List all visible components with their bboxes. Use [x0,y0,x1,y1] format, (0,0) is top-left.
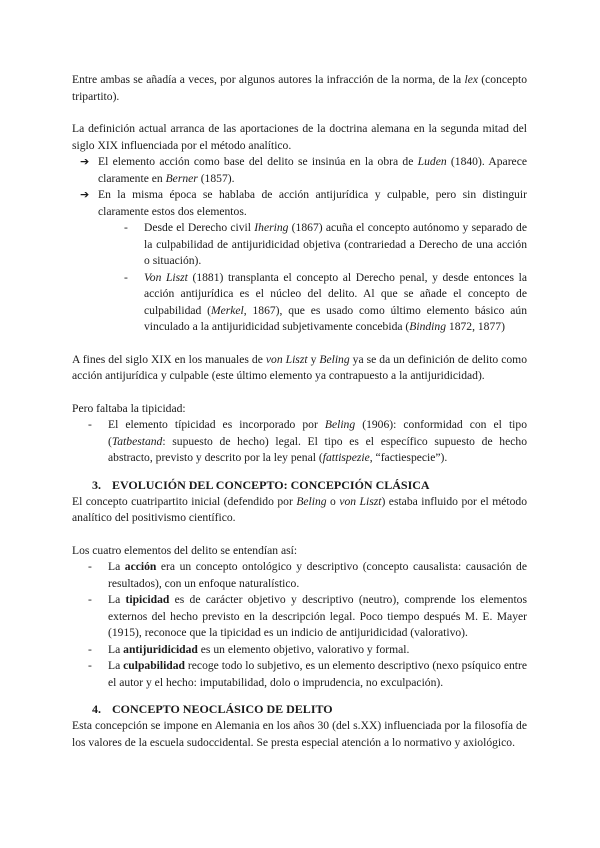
arrow-bullet-icon: ➔ [80,188,90,201]
term-culpabilidad: culpabilidad [123,659,186,672]
dash-bullet-icon: - [124,221,128,234]
section-heading-3: 3. EVOLUCIÓN DEL CONCEPTO: CONCEPCIÓN CLÁSICA [92,477,430,492]
paragraph-neoclasico: Esta concepción se impone en Alemania en los años 30 (del s.XX) influenciada por la filosofía de los valores de la escuela sudoccidental. Se presta especial atención a lo normativo y axiológico. [72,719,527,749]
dash-bullet-icon: - [88,560,92,573]
term-accion: acción [124,560,157,573]
author-binding: Binding [409,320,446,333]
dash-item-tipicidad-clasica: - La tipicidad es de carácter objetivo y descriptivo (neutro), comprende los elementos externos del hecho previsto en la descripción legal. Poco tiempo después M. E. Mayer (1915), reconoce que la tipicidad es un indicio de antijuridicidad (valorativo). [88,593,527,639]
term-antijuridicidad: antijuridicidad [123,642,198,656]
author-merkel: Merkel [210,303,244,317]
author-von-liszt: Von Liszt [144,270,188,284]
term-tatbestand: Tatbestand [111,434,163,448]
term-tipicidad: tipicidad [125,593,170,606]
subbullet-item-ihering: - Desde el Derecho civil Ihering (1867) acuña el concepto autónomo y separado de la culpabilidad de antijuridicidad objetiva (contrariedad a Derecho de una acción o situación). [124,221,527,267]
dash-item-tipicidad: - El elemento típicidad es incorporado por Beling (1906): conformidad con el tipo (Tatbestand: supuesto de hecho) legal. El tipo es el específico supuesto de hecho abstracto, previsto y descrito por la ley penal (fattispezie, “factiespecie”). [88,418,527,464]
bullet-item-antijuridica: ➔ En la misma época se hablaba de acción antijurídica y culpable, pero sin distinguir claramente estos dos elementos. [72,187,527,220]
author-beling: Beling [296,494,327,508]
author-luden: Luden [417,155,447,168]
author-beling: Beling [319,352,350,366]
paragraph-cuatro-elementos: Los cuatro elementos del delito se entendían así: [72,543,298,557]
author-beling: Beling [324,418,356,431]
paragraph-tripartite: Entre ambas se añadía a veces, por algunos autores la infracción de la norma, de la lex (concepto tripartito). [72,73,528,103]
dash-bullet-icon: - [124,270,128,284]
dash-bullet-icon: - [88,659,92,672]
author-ihering: Ihering [254,221,289,234]
term-lex: lex [464,73,479,86]
bullet-item-accion: ➔ El elemento acción como base del delito se insinúa en la obra de Luden (1840). Aparece claramente en Berner (1857). [72,154,527,187]
subbullet-item-vonliszt: - Von Liszt (1881) transplanta el concepto al Derecho penal, y desde entonces la acción antijurídica es el núcleo del delito. Al que se añade el concepto de culpabilidad (Merkel, 1867), que es usado como último elemento básico aún vinculado a la antijuridicidad subjetivamente concebida (Binding 1872, 1877) [124,270,527,333]
dash-bullet-icon: - [88,418,92,431]
dash-bullet-icon: - [88,642,92,656]
paragraph-definition: La definición actual arranca de las aportaciones de la doctrina alemana en la segunda mitad del siglo XIX influenciada por el método analítico. [72,122,527,152]
dash-item-antijuridicidad: - La antijuridicidad es un elemento objetivo, valorativo y formal. [72,642,527,659]
paragraph-tipicidad-intro: Pero faltaba la tipicidad: [72,401,186,415]
arrow-bullet-icon: ➔ [80,155,90,168]
dash-item-accion: - La acción era un concepto ontológico y descriptivo (concepto causalista: causación de resultados), con un enfoque naturalístico. [88,560,527,590]
dash-item-culpabilidad: - La culpabilidad recoge todo lo subjetivo, es un elemento descriptivo (nexo psíquico entre el autor y el hecho: imputabilidad, dolo o imprudencia, no exculpación). [88,659,527,689]
author-von-liszt: von Liszt [265,352,308,366]
term-fattispezie: fattispezie [322,451,370,464]
paragraph-cuatripartito: El concepto cuatripartito inicial (defendido por Beling o von Liszt) estaba influido por el método analítico del positivismo científico. [72,494,527,524]
document-body [72,72,527,751]
author-von-liszt: von Liszt [339,494,382,508]
author-berner: Berner [165,171,198,185]
dash-bullet-icon: - [88,593,92,606]
paragraph-fines-siglo: A fines del siglo XIX en los manuales de von Liszt y Beling ya se da un definición de delito como acción antijurídica y culpable (este último elemento ya contrapuesto a la antijuridicidad). [72,352,527,382]
section-heading-4: 4. CONCEPTO NEOCLÁSICO DE DELITO [92,702,333,716]
